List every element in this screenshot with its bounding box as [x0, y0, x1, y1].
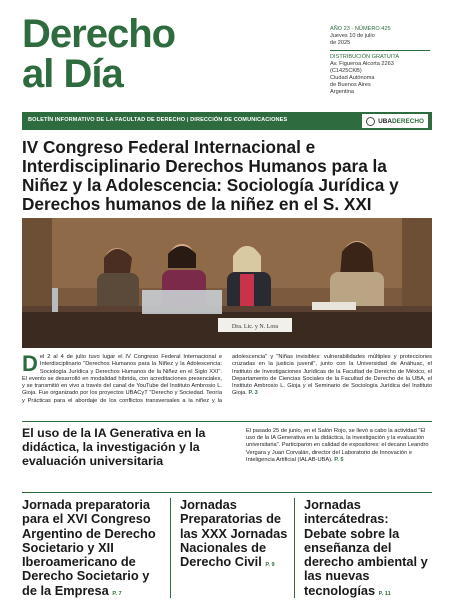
teaser-societario-page-ref: P. 7 — [112, 590, 122, 597]
issue-number: AÑO 23 · NÚMERO 425 — [330, 26, 391, 32]
photo-nameplate: Dra. Lic. y N. Lora — [231, 324, 279, 330]
section-divider-2 — [22, 492, 432, 493]
logo-line-2: al Día — [22, 52, 123, 96]
logo-line-1: Derecho — [22, 12, 176, 56]
ia-article-page-ref: P. 5 — [334, 456, 344, 463]
teaser-ambiental — [304, 498, 434, 601]
lead-text: el 2 al 4 de julio tuvo lugar el IV Congreso Federal Internacional e Interdisciplinario "Derechos Humanos para la Niñez y la Adolescencia: Sociología Jurídica y Derechos Humanos de la Niñez en el Siglo XXI". El evento se desarrolló en modalidad híbrida, con acreditaciones presenciales, y se transmitió en vivo a través del canal de YouTube del Instituto Ambrosio L. Gioja. Fue organizado por los proyectos UBACyT "Derecho y Sociedad. Teoría y Prácticas para el abordaje de los conflictos transversales a la niñez y la adolescencia" y "Niñas invisibles: vulnerabilidades múltiples y protecciones cruzadas en la justicia juvenil", junto con la Universidad de Anáhuac, el Instituto de Investigaciones Jurídicas de la Facultad de Derecho de México, el Departamento de Ciencias Sociales de la Facultad de Derecho de la UBA, el Instituto Ambrosio L. Gioja y el Seminario de Sociología Jurídica del Instituto Gioja. — [22, 354, 432, 404]
teaser-civil-page-ref: P. 9 — [265, 562, 275, 569]
uba-prefix: UBA — [378, 117, 393, 125]
lead-article — [22, 351, 432, 405]
uba-suffix: DERECHO — [392, 117, 424, 125]
column-divider-2 — [294, 498, 295, 598]
ia-article-text: El pasado 25 de junio, en el Salón Rojo, se llevó a cabo la actividad "El uso de la IA Generativa en la didáctica, la investigación y la evaluación universitaria". Participaron en calidad de expositores: el decano Leandro Vergara y Juan Corvalán, director del Laboratorio de Innovación e Inteligencia Artificial (IALAB-UBA). — [246, 428, 429, 463]
uba-derecho-wordmark — [378, 118, 424, 125]
address-line-4: de Buenos Aires — [330, 82, 371, 88]
main-headline: IV Congreso Federal Internacional e Interdisciplinario Derechos Humanos para la Niñez y la Adolescencia: Sociología Jurídica y Derechos humanos de la niñez en el S. XXI — [22, 137, 399, 214]
address-line-3: Ciudad Autónoma — [330, 75, 375, 81]
address-line-5: Argentina — [330, 89, 354, 95]
bulletin-label: BOLETÍN INFORMATIVO DE LA FACULTAD DE DERECHO | DIRECCIÓN DE COMUNICACIONES — [28, 117, 288, 123]
teaser-societario-title: Jornada preparatoria para el XVI Congreso Argentino de Derecho Societario y XII Iberoamericano de Derecho Societario y de la Empresa — [22, 497, 156, 598]
issue-separator — [330, 50, 430, 51]
issue-info — [330, 26, 450, 96]
teaser-societario — [22, 498, 160, 601]
section-divider-1 — [22, 421, 432, 422]
congress-photo-illustration — [22, 218, 432, 348]
lead-dropcap: D — [22, 351, 38, 376]
newspaper-logo — [22, 14, 175, 94]
column-divider-1 — [170, 498, 171, 598]
teaser-civil-title: Jornadas Preparatorias de las XXX Jornadas Nacionales de Derecho Civil — [180, 497, 288, 570]
congress-photo — [22, 218, 432, 348]
masthead — [0, 0, 454, 110]
issue-date-2: de 2025 — [330, 40, 351, 46]
issue-date-1: Jueves 10 de julio — [330, 33, 375, 39]
lead-page-ref: P. 3 — [248, 390, 258, 397]
teaser-ambiental-page-ref: P. 11 — [378, 590, 391, 597]
header-bar — [22, 112, 432, 130]
address-line-1: Av. Figueroa Alcorta 2263 — [330, 61, 394, 67]
ia-article — [22, 426, 432, 488]
ia-article-title: El uso de la IA Generativa en la didáctica, la investigación y la evaluación universitaria — [22, 426, 206, 468]
teaser-civil — [180, 498, 288, 572]
ia-article-body — [246, 428, 432, 464]
uba-seal-icon — [366, 117, 375, 126]
teaser-ambiental-title: Jornadas intercátedras: Debate sobre la enseñanza del derecho ambiental y las nuevas tecnologías — [304, 497, 428, 598]
distribution-label: DISTRIBUCIÓN GRATUITA — [330, 54, 400, 60]
uba-derecho-logo — [362, 114, 428, 128]
address-line-2: (C1425CKB) — [330, 68, 362, 74]
